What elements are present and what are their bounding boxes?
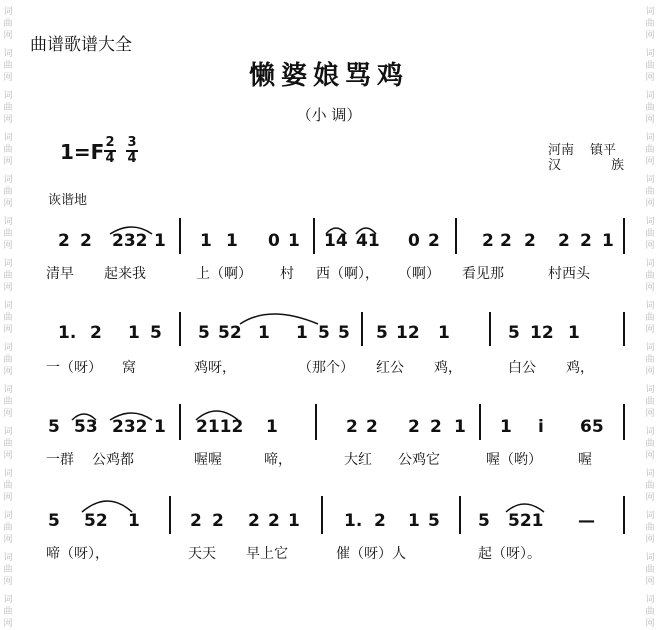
left-watermark: 词曲网 词曲网 词曲网 词曲网 词曲网 词曲网 词曲网 词曲网 词曲网 词曲网 词曲网 词曲网 词曲网 词曲网 词曲网 [3, 7, 13, 629]
note: 2112 [196, 417, 244, 437]
lyric: 公鸡它 [398, 452, 440, 468]
note: 2 [524, 231, 536, 251]
note: 14 [324, 231, 348, 251]
note: 2 [80, 231, 92, 251]
note: 1 [568, 323, 580, 343]
lyric: 西（啊）， [316, 266, 379, 282]
lyric: 起（呀）。 [478, 546, 541, 562]
note: 41 [356, 231, 380, 251]
lyric: 啼（呀）， [46, 546, 109, 562]
note: 1 [500, 417, 512, 437]
note: 65 [580, 417, 604, 437]
note: 2 [190, 511, 202, 531]
note: 5 [376, 323, 388, 343]
song-title: 懒婆娘骂鸡 [248, 61, 409, 91]
note: 2 [248, 511, 260, 531]
right-watermark: 词曲网 词曲网 词曲网 词曲网 词曲网 词曲网 词曲网 词曲网 词曲网 词曲网 词曲网 词曲网 词曲网 词曲网 词曲网 [645, 7, 655, 629]
note: 1 [258, 323, 270, 343]
time-signature-2: 3 4 [127, 135, 137, 166]
note: 1 [128, 323, 140, 343]
score-row-4 [46, 496, 624, 562]
key-signature: 1=F [60, 140, 105, 164]
note: 53 [74, 417, 98, 437]
region-info: 河南 镇平 汉 族 [548, 143, 625, 173]
note: 2 [428, 231, 440, 251]
lyric: 村 [280, 266, 294, 282]
note: 12 [396, 323, 420, 343]
note: 5 [508, 323, 520, 343]
lyric: 红公 [376, 360, 404, 376]
note: 1 [266, 417, 278, 437]
score-row-1 [46, 218, 624, 282]
note: 2 [408, 417, 420, 437]
note: 0 [408, 231, 420, 251]
note: 52 [84, 511, 108, 531]
lyric: （啊） [398, 266, 440, 282]
lyric: 啼， [264, 452, 292, 468]
note: 5 [150, 323, 162, 343]
note: 1 [602, 231, 614, 251]
note: 2 [430, 417, 442, 437]
note: 2 [580, 231, 592, 251]
note: 1 [154, 417, 166, 437]
note: 1 [154, 231, 166, 251]
lyric: 鸡呀， [194, 360, 236, 376]
note: 1 [128, 511, 140, 531]
note: 1. [58, 323, 77, 343]
note: 1 [438, 323, 450, 343]
site-name: 曲谱歌谱大全 [30, 35, 132, 55]
note: 2 [374, 511, 386, 531]
note: 1 [288, 511, 300, 531]
note: 2 [482, 231, 494, 251]
lyric: 天天 [188, 546, 216, 562]
lyric: 喔 [578, 452, 592, 468]
note: 5 [318, 323, 330, 343]
note: 5 [428, 511, 440, 531]
note: 5 [338, 323, 350, 343]
lyric: 清早 [46, 266, 74, 282]
lyric: 大红 [344, 452, 372, 468]
note: 232 [112, 417, 148, 437]
song-subtitle: （小 调） [296, 106, 362, 124]
note: 52 [218, 323, 242, 343]
note: 2 [558, 231, 570, 251]
note: — [578, 511, 595, 531]
lyric: 鸡， [434, 360, 462, 376]
lyric: 上（啊） [196, 266, 252, 282]
lyric: 窝 [122, 360, 136, 376]
lyric: 催（呀）人 [336, 546, 406, 562]
score-row-2 [46, 312, 624, 376]
lyric: 起来我 [104, 266, 146, 282]
note: 1 [288, 231, 300, 251]
lyric: 看见那 [462, 266, 504, 282]
note: 12 [530, 323, 554, 343]
note: 5 [198, 323, 210, 343]
lyric: 早上它 [246, 546, 288, 562]
note: 1 [296, 323, 308, 343]
note: 2 [268, 511, 280, 531]
lyric: 白公 [508, 360, 536, 376]
note: 1. [344, 511, 363, 531]
lyric: 村西头 [548, 266, 590, 282]
tempo-marking: 诙谐地 [48, 193, 88, 208]
note: 2 [212, 511, 224, 531]
note: 2 [500, 231, 512, 251]
lyric: 公鸡都 [92, 452, 134, 468]
lyric: （那个） [298, 360, 354, 376]
lyric: 喔喔 [194, 452, 222, 468]
note: 2 [346, 417, 358, 437]
note: 5 [478, 511, 490, 531]
lyric: 鸡， [566, 360, 594, 376]
note: 521 [508, 511, 544, 531]
lyric: 一（呀） [46, 360, 102, 376]
score-row-3 [46, 404, 624, 468]
note: 2 [366, 417, 378, 437]
note: 2 [90, 323, 102, 343]
note: 1 [200, 231, 212, 251]
note: 232 [112, 231, 148, 251]
note: 1 [408, 511, 420, 531]
note: i [538, 417, 544, 437]
lyric: 一群 [46, 452, 74, 468]
note: 1 [454, 417, 466, 437]
lyric: 喔（哟） [486, 452, 542, 468]
note: 5 [48, 417, 60, 437]
time-signature-1: 2 4 [105, 135, 115, 166]
note: 1 [226, 231, 238, 251]
note: 0 [268, 231, 280, 251]
note: 2 [58, 231, 70, 251]
note: 5 [48, 511, 60, 531]
